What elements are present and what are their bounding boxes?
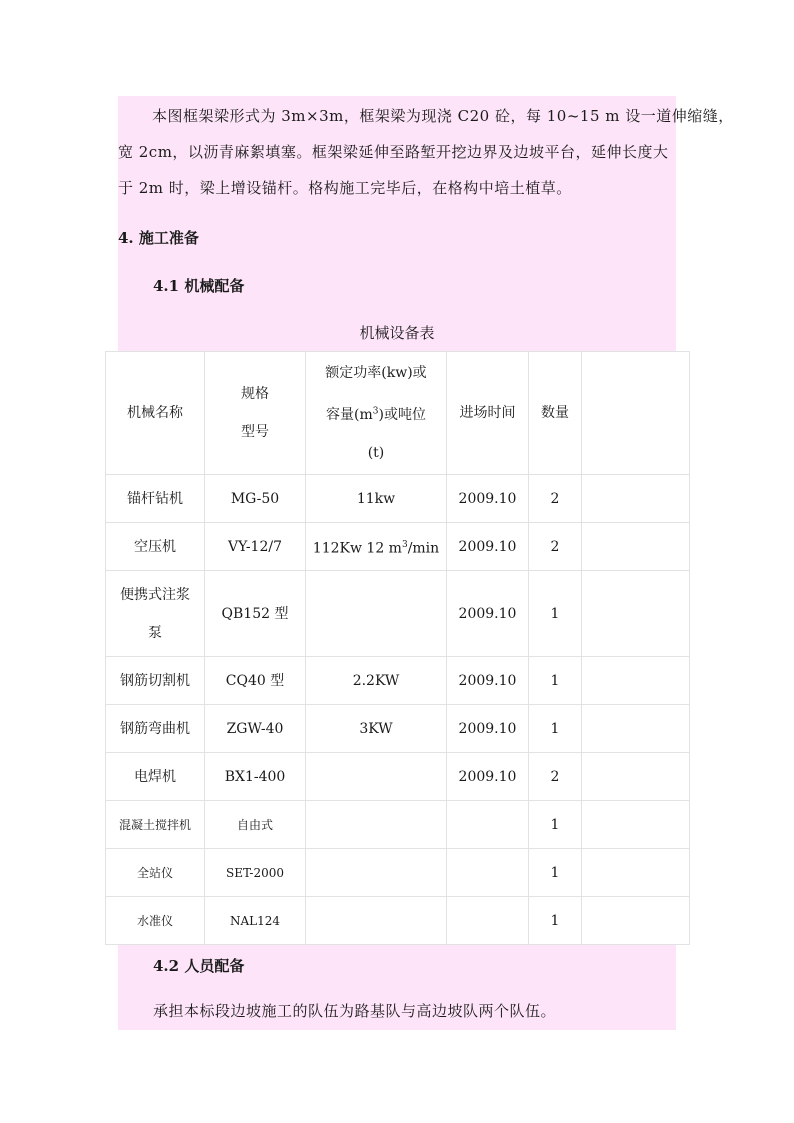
- table-row: [106, 523, 690, 571]
- cell-time: 2009.10: [447, 705, 529, 753]
- cell-blank: [582, 523, 690, 571]
- cell-time: [447, 801, 529, 849]
- table-row: [106, 753, 690, 801]
- cell-name: 锚杆钻机: [106, 475, 205, 523]
- cell-qty: 2: [529, 753, 582, 801]
- cell-blank: [582, 801, 690, 849]
- table-row: [106, 475, 690, 523]
- cell-blank: [582, 571, 690, 657]
- table-row: [106, 849, 690, 897]
- cell-power: 3KW: [306, 705, 447, 753]
- cell-qty: 1: [529, 801, 582, 849]
- cell-power: [306, 897, 447, 945]
- cell-qty: 1: [529, 849, 582, 897]
- cell-model: 自由式: [205, 801, 306, 849]
- cell-model: VY-12/7: [205, 523, 306, 571]
- cell-blank: [582, 657, 690, 705]
- cell-time: 2009.10: [447, 657, 529, 705]
- table-caption: 机械设备表: [359, 324, 435, 342]
- cell-qty: 2: [529, 475, 582, 523]
- cell-qty: 1: [529, 897, 582, 945]
- cell-qty: 2: [529, 523, 582, 571]
- header-name: 机械名称: [106, 352, 205, 475]
- section-4-1-heading: 4.1 机械配备: [153, 277, 245, 295]
- header-time: 进场时间: [447, 352, 529, 475]
- cell-qty: 1: [529, 657, 582, 705]
- cell-power: [306, 753, 447, 801]
- cell-blank: [582, 849, 690, 897]
- cell-name-line-1: 便携式注浆: [120, 586, 190, 603]
- cell-model: CQ40 型: [205, 657, 306, 705]
- cell-time: 2009.10: [447, 523, 529, 571]
- cell-time: 2009.10: [447, 571, 529, 657]
- cell-name: 空压机: [106, 523, 205, 571]
- cell-power-a: 112Kw 12 m: [312, 540, 402, 557]
- header-power: [306, 352, 447, 475]
- intro-line-2: 宽 2cm，以沥青麻絮填塞。框架梁延伸至路堑开挖边界及边坡平台，延伸长度大: [118, 143, 669, 161]
- cell-blank: [582, 897, 690, 945]
- header-spec-line-2: 型号: [241, 424, 269, 440]
- cell-time: [447, 849, 529, 897]
- cell-model: SET-2000: [205, 849, 306, 897]
- header-qty: 数量: [529, 352, 582, 475]
- cell-model: NAL124: [205, 897, 306, 945]
- header-power-line-2b: )或吨位: [378, 406, 426, 423]
- cell-power: [306, 523, 447, 571]
- header-spec: [205, 352, 306, 475]
- cell-power: [306, 849, 447, 897]
- cell-blank: [582, 753, 690, 801]
- header-power-line-1: 额定功率(kw)或: [325, 365, 427, 382]
- cell-power: [306, 801, 447, 849]
- table-row: [106, 657, 690, 705]
- cell-blank: [582, 705, 690, 753]
- table-header-row: [106, 352, 690, 475]
- cell-qty: 1: [529, 705, 582, 753]
- intro-paragraph: [118, 98, 734, 206]
- header-power-line-2a: 容量(m: [326, 406, 373, 423]
- intro-line-1: 本图框架梁形式为 3m×3m，框架梁为现浇 C20 砼，每 10~15 m 设一道伸缩缝，: [152, 107, 734, 125]
- section-4-2-heading: 4.2 人员配备: [153, 957, 245, 975]
- cell-name: [106, 571, 205, 657]
- table-row: [106, 571, 690, 657]
- section-4-heading: 4. 施工准备: [118, 229, 199, 247]
- cell-name: 混凝土搅拌机: [106, 801, 205, 849]
- table-row: [106, 801, 690, 849]
- table-row: [106, 705, 690, 753]
- table-row: [106, 897, 690, 945]
- cell-time: 2009.10: [447, 475, 529, 523]
- cell-model: MG-50: [205, 475, 306, 523]
- header-power-line-3: (t): [367, 444, 385, 461]
- intro-line-3: 于 2m 时，梁上增设锚杆。格构施工完毕后，在格构中培土植草。: [118, 179, 572, 197]
- cell-name: 电焊机: [106, 753, 205, 801]
- cell-name: 钢筋弯曲机: [106, 705, 205, 753]
- cell-name: 钢筋切割机: [106, 657, 205, 705]
- header-blank: [582, 352, 690, 475]
- cell-name-line-2: 泵: [148, 624, 162, 641]
- cell-power-sup: 3: [401, 539, 408, 550]
- cell-blank: [582, 475, 690, 523]
- cell-time: 2009.10: [447, 753, 529, 801]
- header-power-sup: 3: [372, 406, 379, 417]
- cell-time: [447, 897, 529, 945]
- cell-model: QB152 型: [205, 571, 306, 657]
- cell-power-b: /min: [407, 540, 440, 557]
- header-power-line-2: [326, 407, 426, 423]
- cell-power: 2.2KW: [306, 657, 447, 705]
- equipment-table: [105, 351, 690, 945]
- cell-name: 全站仪: [106, 849, 205, 897]
- cell-qty: 1: [529, 571, 582, 657]
- section-4-2-paragraph: 承担本标段边坡施工的队伍为路基队与高边坡队两个队伍。: [153, 1002, 557, 1020]
- header-spec-line-1: 规格: [241, 386, 269, 402]
- cell-model: BX1-400: [205, 753, 306, 801]
- cell-power: 11kw: [306, 475, 447, 523]
- cell-power: [306, 571, 447, 657]
- cell-name: 水准仪: [106, 897, 205, 945]
- cell-model: ZGW-40: [205, 705, 306, 753]
